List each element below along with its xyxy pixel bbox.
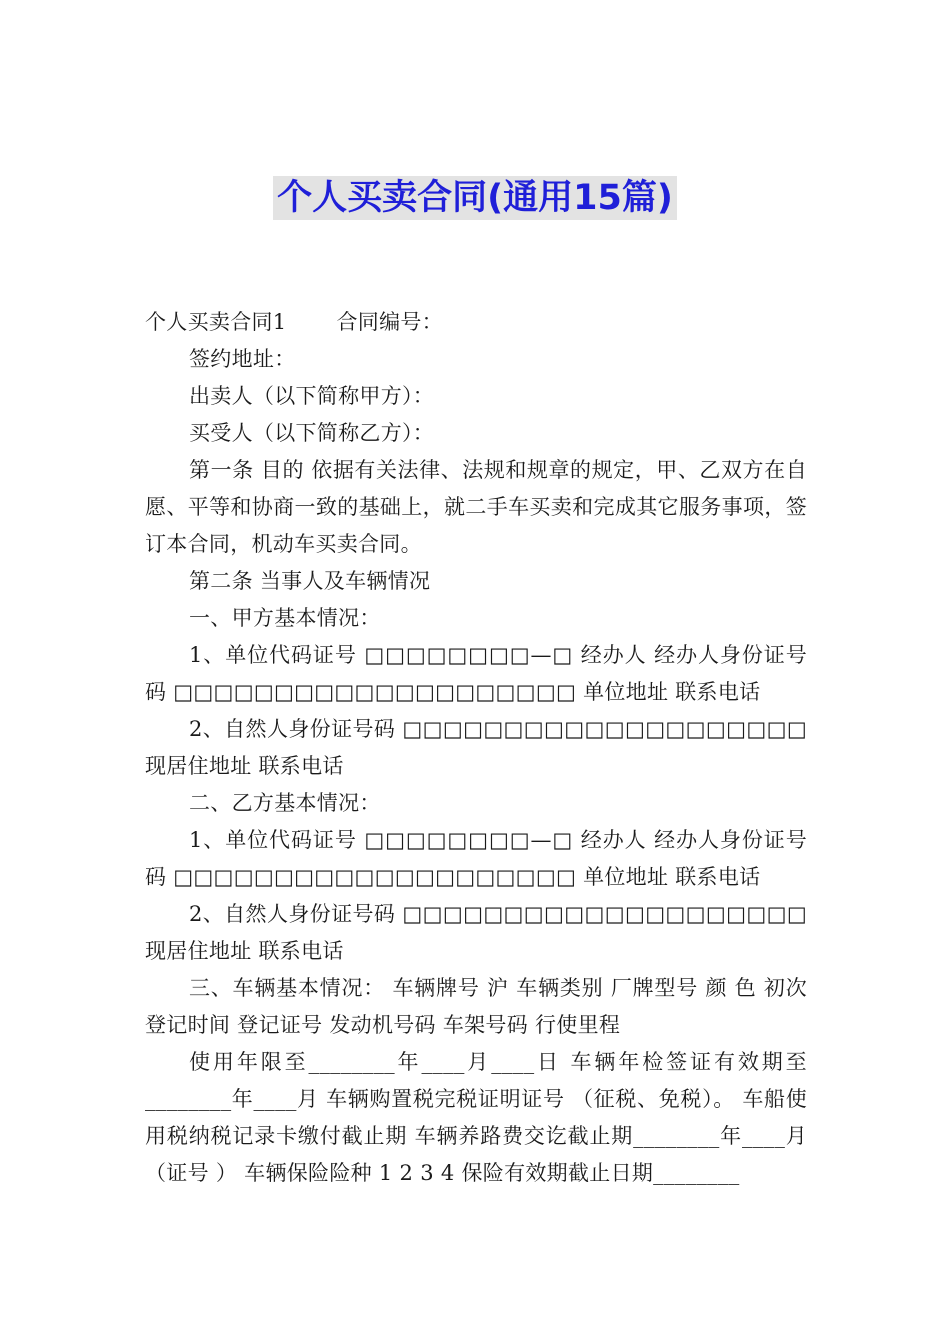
paragraph: 1、单位代码证号 □□□□□□□□—□ 经办人 经办人身份证号码 □□□□□□□□□□□□□□□□□□□□ 单位地址 联系电话	[145, 643, 807, 704]
contract-heading-line	[145, 304, 807, 341]
document-body	[145, 304, 807, 1192]
title-wrapper	[0, 176, 950, 220]
contract-name: 个人买卖合同1	[145, 310, 287, 334]
paragraph: 1、单位代码证号 □□□□□□□□—□ 经办人 经办人身份证号码 □□□□□□□□□□□□□□□□□□□□ 单位地址 联系电话	[145, 828, 807, 889]
paragraph: 出卖人（以下简称甲方）：	[189, 384, 435, 408]
document-title: 个人买卖合同(通用15篇)	[273, 176, 677, 220]
paragraph: 买受人（以下简称乙方）：	[189, 421, 435, 445]
paragraph: 三、车辆基本情况： 车辆牌号 沪 车辆类别 厂牌型号 颜 色 初次登记时间 登记证号 发动机号码 车架号码 行使里程	[145, 976, 807, 1037]
paragraph: 第二条 当事人及车辆情况	[189, 569, 431, 593]
paragraph: 一、甲方基本情况：	[189, 606, 381, 630]
paragraph: 使用年限至________年____月____日 车辆年检签证有效期至________年____月 车辆购置税完税证明证号 （征税、免税）。 车船使用税纳税记录卡缴付截止期 车辆养路费交讫截止期________年____月（证号 ） 车辆保险险种 1 2 3 4 保险有效期截止日期________	[145, 1050, 807, 1185]
contract-number-label: 合同编号：	[336, 310, 443, 334]
paragraph: 第一条 目的 依据有关法律、法规和规章的规定，甲、乙双方在自愿、平等和协商一致的基础上，就二手车买卖和完成其它服务事项，签订本合同，机动车买卖合同。	[145, 458, 807, 556]
paragraph: 2、自然人身份证号码 □□□□□□□□□□□□□□□□□□□□ 现居住地址 联系电话	[145, 902, 807, 963]
paragraph: 签约地址：	[189, 347, 296, 371]
paragraph: 二、乙方基本情况：	[189, 791, 381, 815]
paragraph: 2、自然人身份证号码 □□□□□□□□□□□□□□□□□□□□ 现居住地址 联系电话	[145, 717, 807, 778]
